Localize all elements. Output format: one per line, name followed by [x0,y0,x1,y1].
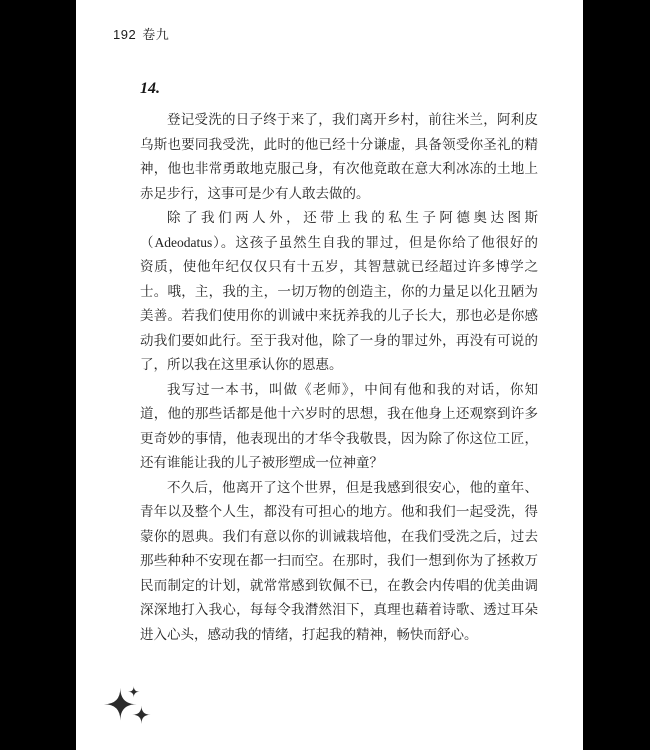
book-page [76,0,583,750]
text-line: 乌斯也要同我受洗，此时的他已经十分谦虚，具备领受你圣礼的精 [140,136,538,152]
text-line: 我写过一本书，叫做《老师》，中间有他和我的对话，你知 [167,381,538,397]
text-line: 民而制定的计划，就常常感到钦佩不已，在教会内传唱的优美曲调 [140,577,538,593]
text-line: 除了我们两人外，还带上我的私生子阿德奥达图斯 [167,210,538,225]
running-header [113,24,169,43]
section-number: 14. [140,80,160,97]
text-line: 青年以及整个人生，都没有可担心的地方。他和我们一起受洗，得 [140,504,538,519]
text-body [140,108,538,647]
text-line: 还有谁能让我的儿子被形塑成一位神童？ [140,455,383,470]
sparkle-stars-icon [104,684,152,736]
text-line: 美善。若我们使用你的训诫中来抚养我的儿子长大，那也必是你感 [140,308,538,323]
text-line: 更奇妙的事情，他表现出的才华令我敬畏，因为除了你这位工匠， [140,430,538,446]
text-line: 道，他的那些话都是他十六岁时的思想，我在他身上还观察到许多 [140,406,538,421]
paragraph [140,206,538,378]
paragraph [140,108,538,206]
text-line: 动我们要如此行。至于我对他，除了一身的罪过外，再没有可说的 [140,332,538,348]
text-line: 蒙你的恩典。我们有意以你的训诫栽培他，在我们受洗之后，过去 [140,528,538,544]
text-line: 赤足步行，这事可是少有人敢去做的。 [140,185,370,201]
paragraph [140,378,538,476]
text-line: 士。哦，主，我的主，一切万物的创造主，你的力量足以化丑陋为 [140,283,538,299]
text-line: 神，他也非常勇敢地克服己身，有次他竟敢在意大利冰冻的土地上 [140,161,538,176]
left-black-band [0,0,76,750]
text-line: 深深地打入我心，每每令我潸然泪下，真理也藉着诗歌、透过耳朵 [140,602,538,617]
text-line: 了，所以我在这里承认你的恩惠。 [140,357,343,372]
paragraph [140,476,538,648]
text-line: 进入心头，感动我的情绪，打起我的精神，畅快而舒心。 [140,626,478,642]
text-line: 不久后，他离开了这个世界，但是我感到很安心，他的童年、 [167,479,538,495]
text-line: 登记受洗的日子终于来了，我们离开乡村，前往米兰，阿利皮 [167,112,538,127]
text-line: （Adeodatus）。这孩子虽然生自我的罪过，但是你给了他很好的 [140,234,538,250]
volume-label: 卷九 [142,27,170,42]
right-black-band [583,0,650,750]
page-number: 192 [113,27,137,42]
text-line: 资质，使他年纪仅仅只有十五岁，其智慧就已经超过许多博学之 [140,259,538,274]
text-line: 那些种种不安现在都一扫而空。在那时，我们一想到你为了拯救万 [140,553,538,568]
